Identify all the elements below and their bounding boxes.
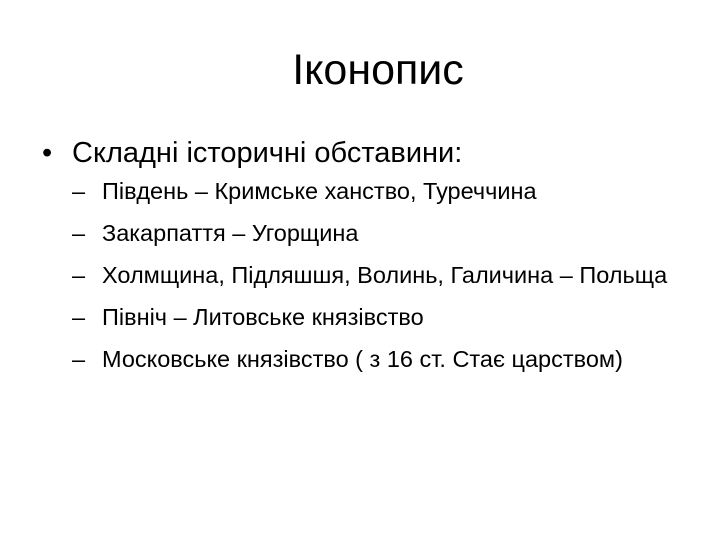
slide-title [0, 44, 720, 96]
main-bullet-point [42, 135, 462, 171]
slide-title-text: Іконопис [292, 46, 464, 94]
sub-point-item [72, 346, 692, 373]
dash-icon: – [72, 178, 86, 204]
sub-point-text: Московське князівство ( з 16 ст. Стає царством) [102, 346, 623, 372]
sub-point-item [72, 178, 692, 205]
sub-point-text: Південь – Кримське ханство, Туреччина [102, 178, 537, 204]
sub-point-item [72, 220, 692, 247]
sub-point-text: Закарпаття – Угорщина [102, 220, 359, 246]
dash-icon: – [72, 262, 86, 288]
bullet-icon: • [42, 137, 53, 169]
sub-point-item [72, 262, 692, 289]
dash-icon: – [72, 346, 86, 372]
sub-point-text: Північ – Литовське князівство [102, 304, 424, 330]
dash-icon: – [72, 220, 86, 246]
main-point-text: Складні історичні обставини: [72, 137, 463, 169]
sub-point-item [72, 304, 692, 331]
sub-point-text: Холмщина, Підляшшя, Волинь, Галичина – Польща [102, 262, 668, 288]
dash-icon: – [72, 304, 86, 330]
sub-point-list [72, 178, 692, 388]
